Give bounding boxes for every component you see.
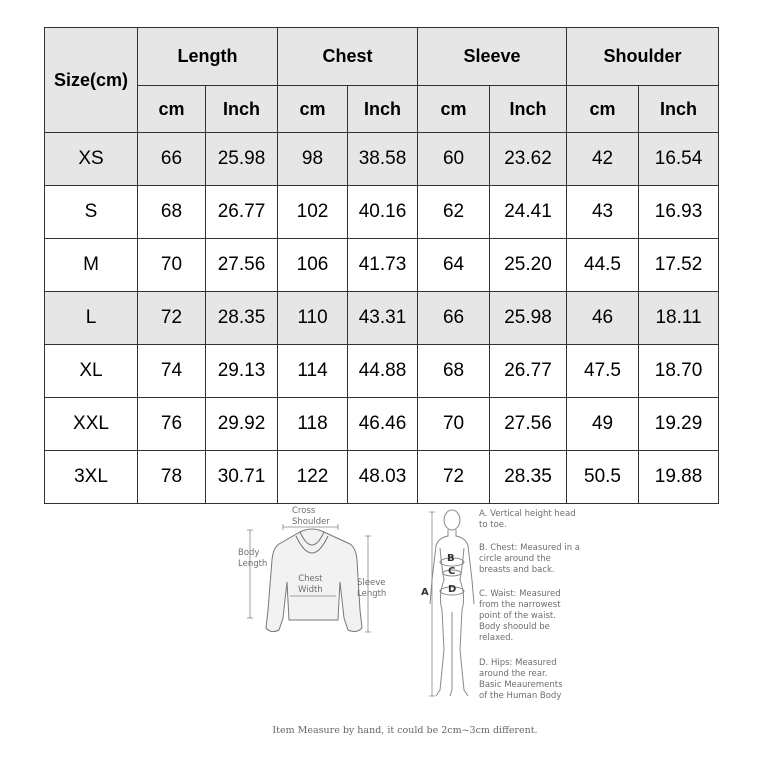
measurement-cell: 68 <box>418 345 490 398</box>
measurement-cell: 41.73 <box>348 239 418 292</box>
measurement-cell: 66 <box>418 292 490 345</box>
measurement-cell: 18.70 <box>639 345 719 398</box>
measurement-cell: 27.56 <box>206 239 278 292</box>
body-height-line <box>429 512 435 696</box>
measurement-cell: 76 <box>138 398 206 451</box>
measurement-cell: 23.62 <box>490 133 567 186</box>
measurement-cell: 43.31 <box>348 292 418 345</box>
group-header-chest: Chest <box>278 28 418 86</box>
measurement-cell: 60 <box>418 133 490 186</box>
measurement-cell: 28.35 <box>206 292 278 345</box>
measurement-cell: 68 <box>138 186 206 239</box>
body-letter-c: C <box>448 566 456 577</box>
measurement-cell: 110 <box>278 292 348 345</box>
measurement-cell: 19.29 <box>639 398 719 451</box>
legend-item-c: C. Waist: Measured from the narrowest point of the waist. Body shoould be relaxed. <box>479 589 561 643</box>
measurement-cell: 42 <box>567 133 639 186</box>
measurement-cell: 44.5 <box>567 239 639 292</box>
body-letter-d: D <box>448 584 457 595</box>
measurement-cell: 27.56 <box>490 398 567 451</box>
table-row <box>45 345 719 398</box>
measurement-cell: 46.46 <box>348 398 418 451</box>
measurement-cell: 106 <box>278 239 348 292</box>
measurement-cell: 38.58 <box>348 133 418 186</box>
measurement-cell: 26.77 <box>206 186 278 239</box>
table-row <box>45 451 719 504</box>
size-cell: XL <box>45 345 138 398</box>
sleeve-length-label: Sleeve Length <box>357 578 387 599</box>
size-cell: XS <box>45 133 138 186</box>
measurement-cell: 66 <box>138 133 206 186</box>
group-header-sleeve: Sleeve <box>418 28 567 86</box>
measurement-cell: 18.11 <box>639 292 719 345</box>
measurement-cell: 24.41 <box>490 186 567 239</box>
measurement-cell: 30.71 <box>206 451 278 504</box>
legend-item-d: D. Hips: Measured around the rear. Basic Meaurements of the Human Body <box>479 658 563 701</box>
group-header-length: Length <box>138 28 278 86</box>
measurement-cell: 70 <box>138 239 206 292</box>
unit-header: cm <box>278 86 348 133</box>
measurement-cell: 48.03 <box>348 451 418 504</box>
measurement-cell: 114 <box>278 345 348 398</box>
body-figure <box>430 510 474 696</box>
table-row <box>45 133 719 186</box>
legend-item-a: A. Vertical height head to toe. <box>479 509 576 530</box>
size-chart-table <box>44 27 719 504</box>
size-cell: L <box>45 292 138 345</box>
cross-shoulder-label: Cross Shoulder <box>292 506 330 527</box>
measurement-cell: 16.93 <box>639 186 719 239</box>
unit-header: Inch <box>348 86 418 133</box>
measurement-cell: 74 <box>138 345 206 398</box>
measurement-cell: 47.5 <box>567 345 639 398</box>
measurement-cell: 28.35 <box>490 451 567 504</box>
size-cell: 3XL <box>45 451 138 504</box>
measurement-cell: 72 <box>418 451 490 504</box>
table-body <box>45 133 719 504</box>
table-row <box>45 398 719 451</box>
unit-header: cm <box>567 86 639 133</box>
measure-note: Item Measure by hand, it could be 2cm~3cm different. <box>272 725 538 736</box>
measurement-cell: 50.5 <box>567 451 639 504</box>
measurement-cell: 29.13 <box>206 345 278 398</box>
body-letter-b: B <box>447 553 455 564</box>
unit-header: Inch <box>206 86 278 133</box>
measurement-cell: 44.88 <box>348 345 418 398</box>
table-row <box>45 239 719 292</box>
measurement-cell: 102 <box>278 186 348 239</box>
measurement-cell: 25.98 <box>490 292 567 345</box>
measurement-cell: 98 <box>278 133 348 186</box>
measurement-cell: 49 <box>567 398 639 451</box>
measurement-cell: 72 <box>138 292 206 345</box>
unit-header: cm <box>138 86 206 133</box>
measurement-cell: 118 <box>278 398 348 451</box>
size-cell: M <box>45 239 138 292</box>
measurement-cell: 70 <box>418 398 490 451</box>
body-length-label: Body Length <box>238 548 268 569</box>
legend-item-b: B. Chest: Measured in a circle around the breasts and back. <box>479 543 580 575</box>
measurement-cell: 46 <box>567 292 639 345</box>
measurement-cell: 122 <box>278 451 348 504</box>
measurement-cell: 19.88 <box>639 451 719 504</box>
chest-width-label: Chest Width <box>298 574 323 595</box>
measurement-cell: 25.98 <box>206 133 278 186</box>
measurement-cell: 25.20 <box>490 239 567 292</box>
measurement-cell: 62 <box>418 186 490 239</box>
unit-header: Inch <box>490 86 567 133</box>
group-header-shoulder: Shoulder <box>567 28 719 86</box>
measurement-cell: 16.54 <box>639 133 719 186</box>
size-cell: S <box>45 186 138 239</box>
measurement-cell: 64 <box>418 239 490 292</box>
measurement-cell: 17.52 <box>639 239 719 292</box>
table-row <box>45 292 719 345</box>
size-header: Size(cm) <box>45 28 138 133</box>
unit-header: cm <box>418 86 490 133</box>
measurement-cell: 29.92 <box>206 398 278 451</box>
measurement-cell: 43 <box>567 186 639 239</box>
unit-header: Inch <box>639 86 719 133</box>
measurement-cell: 40.16 <box>348 186 418 239</box>
measurement-cell: 26.77 <box>490 345 567 398</box>
table-row <box>45 186 719 239</box>
measurement-cell: 78 <box>138 451 206 504</box>
size-cell: XXL <box>45 398 138 451</box>
body-letter-a: A <box>421 587 429 598</box>
